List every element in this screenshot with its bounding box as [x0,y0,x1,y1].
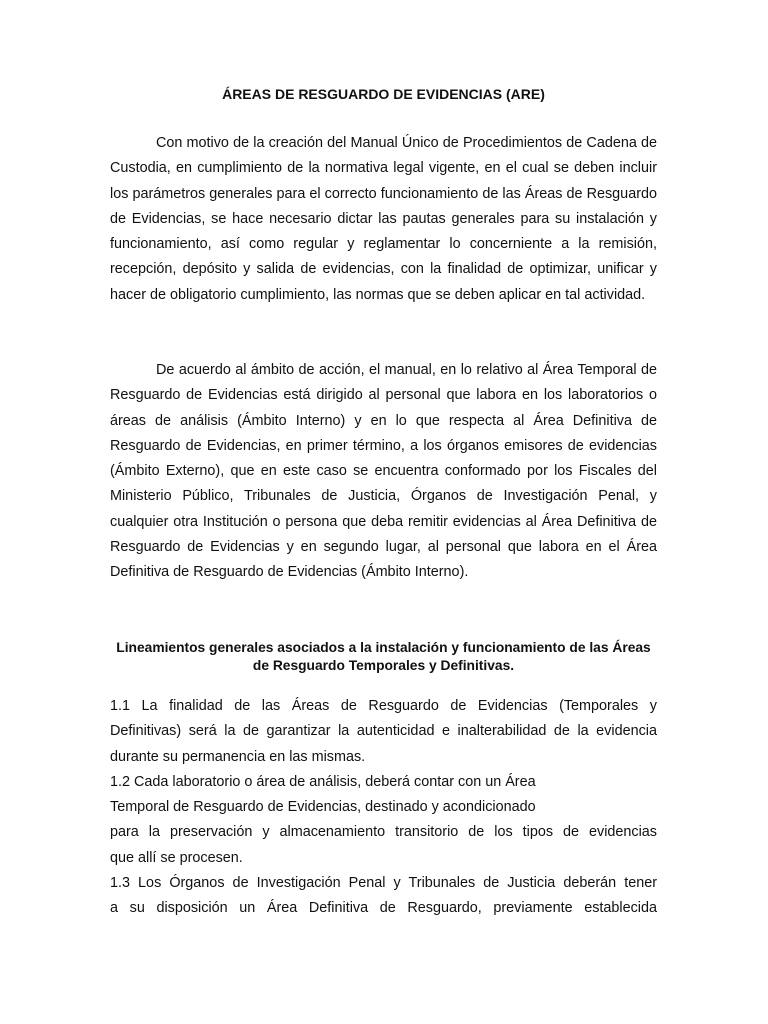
list-item-line: a su disposición un Área Definitiva de Resguardo, previamente establecida [110,900,657,917]
list-item-line: para la preservación y almacenamiento transitorio de los tipos de evidencias [110,824,657,841]
section-heading: Lineamientos generales asociados a la instalación y funcionamiento de las Áreas de Resguardo Temporales y Definitivas. [116,640,651,673]
list-item-line: Definitivas) será la de garantizar la autenticidad e inalterabilidad de la evidencia [110,723,657,740]
document-title: ÁREAS DE RESGUARDO DE EVIDENCIAS (ARE) [222,86,545,102]
list-item-line: que allí se procesen. [110,849,243,866]
list-item-line: 1.1 La finalidad de las Áreas de Resguardo de Evidencias (Temporales y [110,698,657,714]
list-item-line: durante su permanencia en las mismas. [110,748,366,765]
paragraph-introduction: Con motivo de la creación del Manual Único de Procedimientos de Cadena de Custodia, en cumplimiento de la normativa legal vigente, en el cual se deben incluir los parámetros generales para el correcto funcionamiento de las Áreas de Resguardo de Evidencias, se hace necesario dictar las pautas generales para su instalación y funcionamiento, así como regular y reglamentar lo concerniente a la remisión, recepción, depósito y salida de evidencias, con la finalidad de optimizar, unificar y hacer de obligatorio cumplimiento, las normas que se deben aplicar en tal actividad. [110,135,657,303]
list-item-line: 1.2 Cada laboratorio o área de análisis, deberá contar con un Área [110,773,536,790]
guidelines-list [110,694,657,922]
list-item-line: 1.3 Los Órganos de Investigación Penal y Tribunales de Justicia deberán tener [110,875,657,892]
list-item-line: Temporal de Resguardo de Evidencias, destinado y acondicionado [110,799,536,816]
paragraph-scope: De acuerdo al ámbito de acción, el manual, en lo relativo al Área Temporal de Resguardo de Evidencias está dirigido al personal que labora en los laboratorios o áreas de análisis (Ámbito Interno) y en lo que respecta al Área Definitiva de Resguardo de Evidencias, en primer término, a los órganos emisores de evidencias (Ámbito Externo), que en este caso se encuentra conformado por los Fiscales del Ministerio Público, Tribunales de Justicia, Órganos de Investigación Penal, y cualquier otra Institución o persona que deba remitir evidencias al Área Definitiva de Resguardo de Evidencias y en segundo lugar, al personal que labora en el Área Definitiva de Resguardo de Evidencias (Ámbito Interno). [110,362,657,581]
